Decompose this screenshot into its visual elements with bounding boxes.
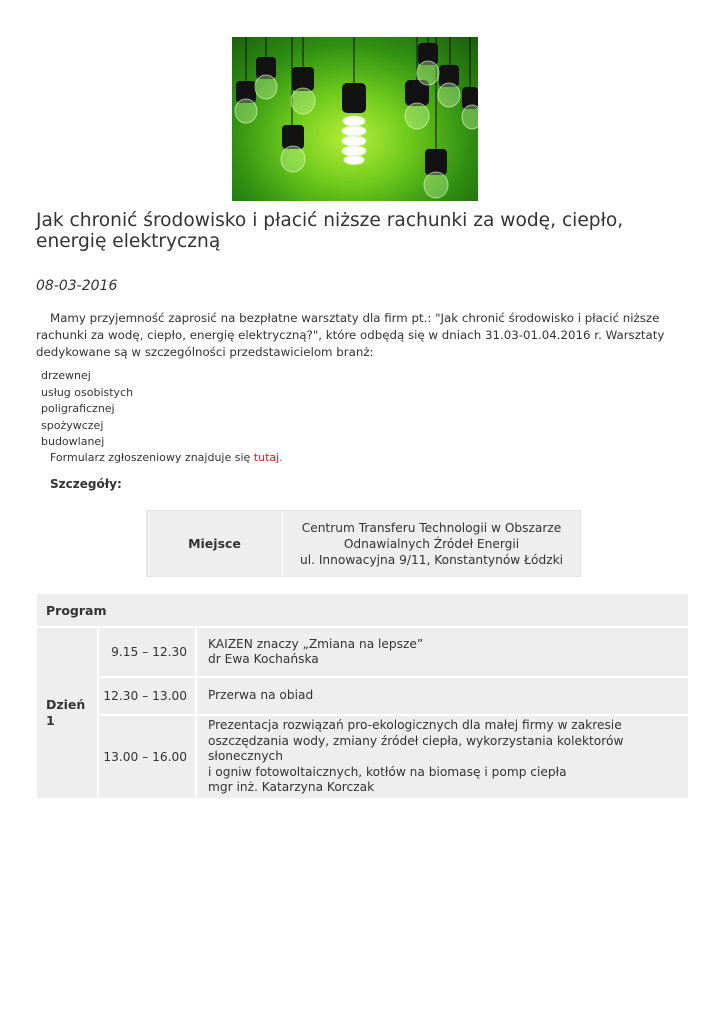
details-heading: Szczegóły:: [50, 477, 122, 491]
desc-line: Przerwa na obiad: [208, 688, 314, 703]
day-number: 1: [46, 713, 55, 728]
row-description: [208, 628, 688, 676]
table-row: [99, 678, 688, 716]
desc-line: i ogniw fotowoltaicznych, kotłów na biomasę i pomp ciepła: [208, 764, 567, 779]
desc-line: oszczędzania wody, zmiany źródeł ciepła, wykorzystania kolektorów słonecznych: [208, 733, 624, 764]
hero-image: [232, 37, 478, 201]
place-value: [283, 511, 580, 576]
list-item: spożywczej: [41, 418, 104, 432]
program-header: Program: [37, 594, 688, 628]
form-text: Formularz zgłoszeniowy znajduje się: [50, 451, 254, 464]
light-bulbs-illustration: [232, 37, 478, 201]
place-label: Miejsce: [147, 511, 283, 576]
branches-list: [41, 368, 133, 451]
program-table: [37, 594, 688, 798]
row-description: [208, 716, 688, 798]
article-date: 08-03-2016: [36, 278, 118, 294]
place-table: [146, 510, 581, 577]
place-line: Centrum Transferu Technologii w Obszarze: [301, 520, 562, 535]
table-row: [99, 628, 688, 678]
program-day: [37, 628, 99, 798]
form-link[interactable]: tutaj.: [253, 451, 283, 464]
table-row: [99, 716, 688, 798]
place-line: Odnawialnych Źródeł Energii: [343, 536, 520, 551]
list-item: drzewnej: [41, 369, 91, 382]
article-title: Jak chronić środowisko i płacić niższe rachunki za wodę, ciepło, energię elektryczną: [36, 210, 624, 252]
list-item: poligraficznej: [41, 402, 115, 415]
row-time: 9.15 – 12.30: [99, 628, 197, 676]
row-time: 13.00 – 16.00: [99, 716, 197, 798]
row-description: [208, 678, 688, 714]
place-line: ul. Innowacyjna 9/11, Konstantynów Łódzki: [299, 552, 564, 567]
desc-line: Prezentacja rozwiązań pro-ekologicznych dla małej firmy w zakresie: [208, 718, 622, 733]
form-info: [50, 451, 283, 464]
list-item: budowlanej: [41, 435, 105, 448]
row-time: 12.30 – 13.00: [99, 678, 197, 714]
article-intro: Mamy przyjemność zaprosić na bezpłatne warsztaty dla firm pt.: "Jak chronić środowisko i płacić niższe rachunki za wodę, ciepło, energię elektryczną?", które odbędą się w dniach 31.03-01.04.2016 r. Warsztaty dedykowane są w szczególności przedstawicielom branż:: [36, 311, 665, 359]
day-label: Dzień: [46, 697, 86, 712]
desc-line: mgr inż. Katarzyna Korczak: [208, 780, 375, 795]
desc-line: KAIZEN znaczy „Zmiana na lepsze”: [208, 636, 424, 651]
list-item: usług osobistych: [41, 385, 134, 399]
desc-line: dr Ewa Kochańska: [208, 652, 319, 666]
